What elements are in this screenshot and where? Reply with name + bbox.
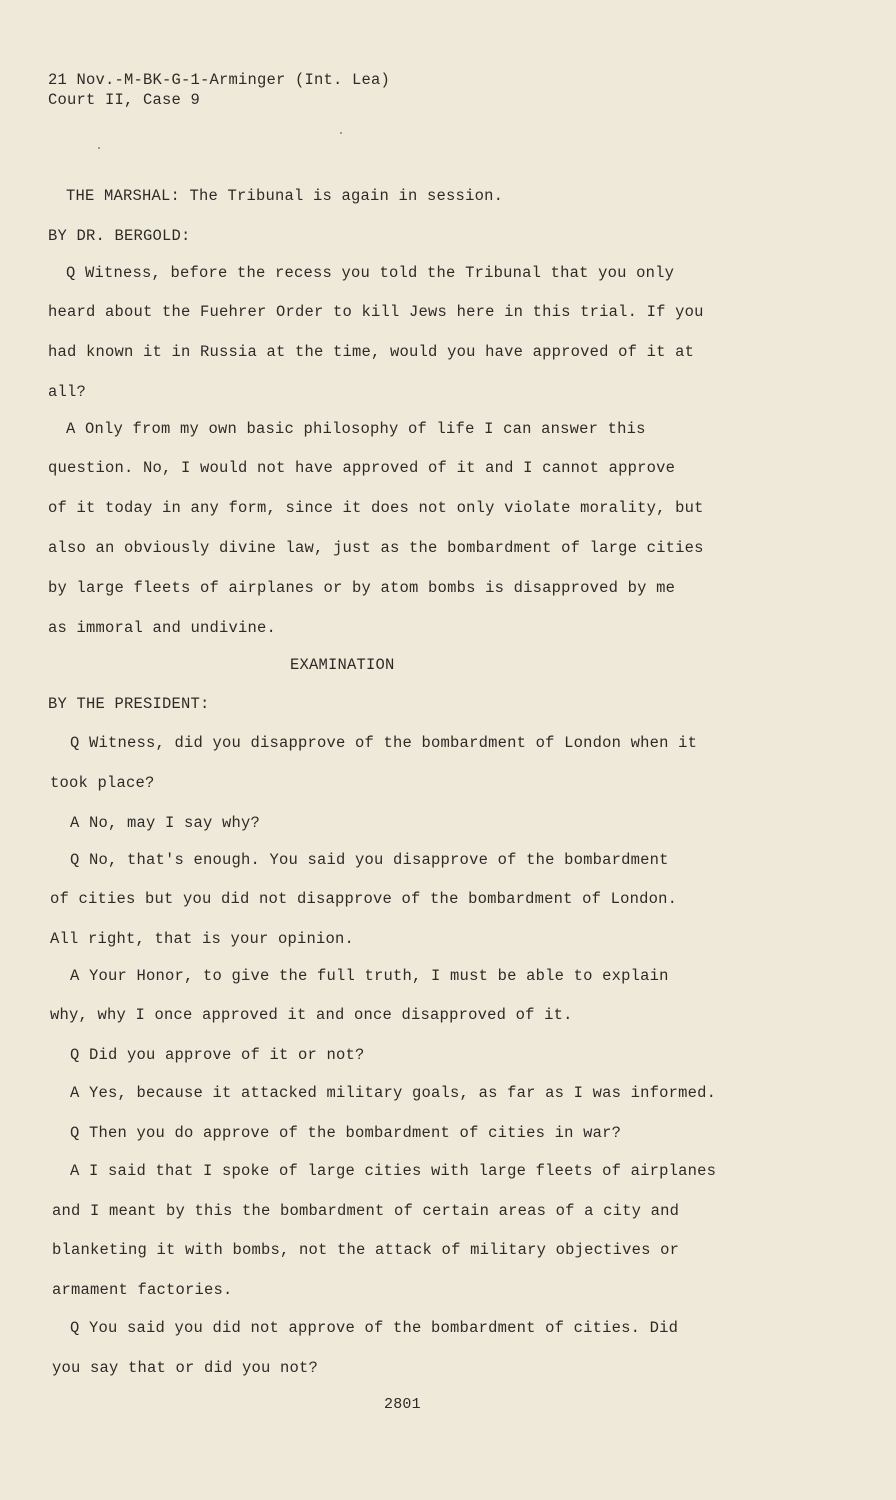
answer-5-line-3: blanketing it with bombs, not the attack of military objectives or	[52, 1241, 680, 1259]
question-4-line-1: Q Did you approve of it or not?	[70, 1046, 365, 1064]
page-number: 2801	[384, 1396, 421, 1413]
question-1-line-4: all?	[48, 383, 87, 401]
question-1-line-1: Q Witness, before the recess you told the Tribunal that you only	[66, 264, 675, 282]
paper-speck	[340, 132, 342, 134]
answer-5-line-1: A I said that I spoke of large cities with large fleets of airplanes	[70, 1162, 717, 1180]
answer-3-line-1: A Your Honor, to give the full truth, I must be able to explain	[70, 967, 669, 985]
question-3-line-2: of cities but you did not disapprove of the bombardment of London.	[50, 890, 678, 908]
paper-speck	[98, 147, 100, 149]
answer-4-line-1: A Yes, because it attacked military goals, as far as I was informed.	[70, 1084, 717, 1102]
question-3-line-3: All right, that is your opinion.	[50, 930, 355, 948]
answer-1-line-1: A Only from my own basic philosophy of life I can answer this	[66, 420, 646, 438]
answer-5-line-4: armament factories.	[52, 1281, 233, 1299]
header-line-2: Court II, Case 9	[48, 91, 201, 109]
answer-1-line-2: question. No, I would not have approved of it and I cannot approve	[48, 459, 676, 477]
question-6-line-1: Q You said you did not approve of the bombardment of cities. Did	[70, 1319, 679, 1337]
speaker-heading-president: BY THE PRESIDENT:	[48, 695, 210, 713]
answer-1-line-3: of it today in any form, since it does not only violate morality, but	[48, 499, 704, 517]
question-1-line-2: heard about the Fuehrer Order to kill Jews here in this trial. If you	[48, 303, 704, 321]
answer-2-line-1: A No, may I say why?	[70, 814, 261, 832]
answer-1-line-6: as immoral and undivine.	[48, 619, 277, 637]
question-2-line-2: took place?	[50, 774, 155, 792]
marshal-statement: THE MARSHAL: The Tribunal is again in session.	[66, 187, 504, 205]
question-5-line-1: Q Then you do approve of the bombardment of cities in war?	[70, 1124, 622, 1142]
question-6-line-2: you say that or did you not?	[52, 1359, 319, 1377]
question-1-line-3: had known it in Russia at the time, would you have approved of it at	[48, 343, 695, 361]
answer-5-line-2: and I meant by this the bombardment of certain areas of a city and	[52, 1202, 680, 1220]
question-3-line-1: Q No, that's enough. You said you disapprove of the bombardment	[70, 851, 669, 869]
header-line-1: 21 Nov.-M-BK-G-1-Arminger (Int. Lea)	[48, 71, 391, 89]
question-2-line-1: Q Witness, did you disapprove of the bombardment of London when it	[70, 734, 698, 752]
speaker-heading-bergold: BY DR. BERGOLD:	[48, 227, 191, 245]
answer-1-line-5: by large fleets of airplanes or by atom bombs is disapproved by me	[48, 579, 676, 597]
answer-3-line-2: why, why I once approved it and once disapproved of it.	[50, 1006, 573, 1024]
answer-1-line-4: also an obviously divine law, just as the bombardment of large cities	[48, 539, 704, 557]
section-heading-examination: EXAMINATION	[290, 656, 395, 674]
